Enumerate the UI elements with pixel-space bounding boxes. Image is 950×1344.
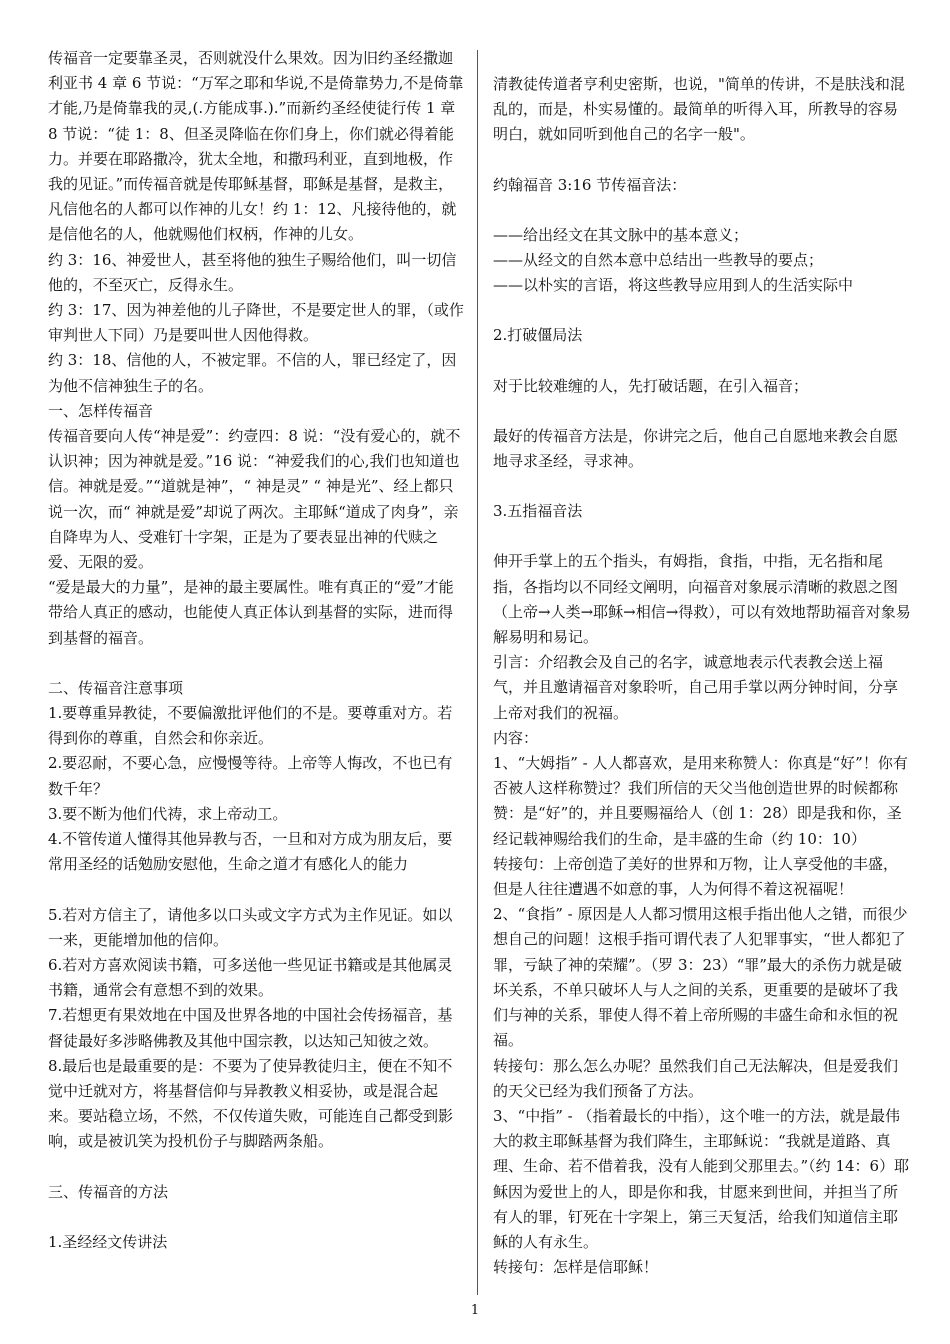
paragraph: 6.若对方喜欢阅读书籍，可多送他一些见证书籍或是其他属灵书籍，通常会有意想不到的效果。 [48, 955, 453, 1000]
paragraph [493, 148, 911, 173]
paragraph [493, 524, 911, 549]
paragraph: 2.要忍耐，不要心急，应慢慢等待。上帝等人悔改，不也已有数千年？ [48, 754, 453, 798]
paragraph: ——以朴实的言语，将这些教导应用到人的生活实际中 [493, 276, 854, 295]
paragraph: 3、“中指” - （指着最长的中指），这个唯一的方法，就是最伟大的救主耶稣基督为我们降生，主耶稣说：“我就是道路、真理、生命、若不借着我，没有人能到父那里去。”（约 14：6）耶稣因为爱世上的人，即是你和我，甘愿来到世间，并担当了所有人的罪，钉死在十字架上，第三天复活，给我们知道信主耶稣的人有永生。 [493, 1106, 910, 1251]
paragraph [493, 198, 911, 223]
paragraph: 对于比较难缠的人，先打破话题，在引入福音； [493, 376, 809, 395]
paragraph: 一、怎样传福音 [48, 401, 154, 420]
paragraph: 三、传福音的方法 [48, 1182, 169, 1201]
paragraph: 传福音一定要靠圣灵，否则就没什么果效。因为旧约圣经撒迦利亚书 4 章 6 节说：“万军之耶和华说,不是倚靠势力,不是倚靠才能,乃是倚靠我的灵,(.方能成事.).”而新约圣经使徒行传 1 章 8 节说：“徒 1：8、但圣灵降临在你们身上，你们就必得着能力。并要在耶路撒冷，犹太全地，和撒玛利亚，直到地极，作我的见证。”而传福音就是传耶稣基督，耶稣是基督，是救主，凡信他名的人都可以作神的儿女！约 1：12、凡接待他的，就是信他名的人，他就赐他们权柄，作神的儿女。 [48, 49, 464, 244]
page-number: 1 [470, 1303, 480, 1318]
paragraph: 二、传福音注意事项 [48, 678, 184, 697]
paragraph [493, 399, 911, 424]
column-divider [477, 50, 478, 1295]
paragraph [48, 1205, 466, 1230]
paragraph: 约翰福音 3:16 节传福音法： [493, 175, 687, 194]
paragraph: ——从经文的自然本意中总结出一些教导的要点； [493, 251, 824, 270]
paragraph: 1.圣经经文传讲法 [48, 1232, 168, 1251]
paragraph: 3.五指福音法 [493, 502, 583, 521]
paragraph: 7.若想更有果效地在中国及世界各地的中国社会传扬福音，基督徒最好多涉略佛教及其他中国宗教，以达知己知彼之效。 [48, 1006, 453, 1050]
paragraph: 1、“大姆指” - 人人都喜欢，是用来称赞人：你真是“好”！你有否被人这样称赞过？我们所信的天父当他创造世界的时候都称赞：是“好”的，并且要赐福给人（创 1：28）即是我和你，圣经记载神赐给我们的生命，是丰盛的生命（约 10：10） [493, 754, 908, 848]
paragraph: 伸开手掌上的五个指头，有姆指，食指，中指，无名指和尾指，各指均以不同经文阐明，向福音对象展示清晰的救恩之图（上帝→人类→耶稣→相信→得救），可以有效地帮助福音对象易解易明和易记。 [493, 552, 911, 647]
paragraph: 转接句：那么怎么办呢？虽然我们自己无法解决，但是爱我们的天父已经为我们预备了方法。 [493, 1056, 899, 1100]
right-column [493, 72, 911, 1280]
paragraph: 转接句：上帝创造了美好的世界和万物，让人享受他的丰盛，但是人往往遭遇不如意的事，人为何得不着这祝福呢！ [493, 854, 899, 899]
paragraph: 约 3：18、信他的人，不被定罪。不信的人，罪已经定了，因为他不信神独生子的名。 [48, 351, 457, 395]
paragraph: 3.要不断为他们代祷，求上帝动工。 [48, 804, 288, 823]
paragraph: 约 3：16、神爱世人，甚至将他的独生子赐给他们，叫一切信他的，不至灭亡，反得永生。 [48, 250, 457, 294]
paragraph: 5.若对方信主了，请他多以口头或文字方式为主作见证。如以一来，更能增加他的信仰。 [48, 905, 453, 949]
paragraph: “爱是最大的力量”，是神的最主要属性。唯有真正的“爱”才能带给人真正的感动，也能使人真正体认到基督的实际，进而得到基督的福音。 [48, 578, 454, 647]
paragraph: 最好的传福音方法是，你讲完之后，他自己自愿地来教会自愿地寻求圣经，寻求神。 [493, 426, 899, 471]
paragraph [493, 298, 911, 323]
paragraph: 传福音要向人传“神是爱”：约壹四：8 说：“没有爱心的，就不认识神；因为神就是爱。”16 说：“神爱我们的心,我们也知道也信。神就是爱。”“道就是神”，“ 神是灵” “ 神是光”、经上都只说一次，而“ 神就是爱”却说了两次。主耶稣“道成了肉身”，亲自降卑为人、受难钉十字架，正是为了要表显出神的代赎之爱、无限的爱。 [48, 427, 461, 572]
left-column [48, 46, 466, 1255]
paragraph: 引言：介绍教会及自己的名字，诚意地表示代表教会送上福气，并且邀请福音对象聆听，自己用手掌以两分钟时间，分享上帝对我们的祝福。 [493, 653, 899, 722]
paragraph [493, 349, 911, 374]
paragraph: 8.最后也是最重要的是：不要为了使异教徒归主，便在不知不觉中迁就对方，将基督信仰与异教教义相妥协，或是混合起来。要站稳立场，不然，不仅传道失败，可能连自己都受到影响，或是被讥笑为投机份子与脚踏两条船。 [48, 1056, 454, 1151]
paragraph [48, 1155, 466, 1180]
paragraph [493, 474, 911, 499]
paragraph: 转接句：怎样是信耶稣！ [493, 1258, 659, 1277]
paragraph: 约 3：17、因为神差他的儿子降世，不是要定世人的罪，（或作审判世人下同）乃是要叫世人因他得救。 [48, 301, 464, 345]
paragraph [48, 651, 466, 676]
paragraph: ——给出经文在其文脉中的基本意义； [493, 225, 749, 244]
paragraph: 2.打破僵局法 [493, 326, 583, 345]
paragraph [48, 878, 466, 903]
paragraph: 4.不管传道人懂得其他异教与否，一旦和对方成为朋友后，要常用圣经的话勉励安慰他，生命之道才有感化人的能力 [48, 830, 453, 874]
paragraph: 内容： [493, 728, 539, 747]
paragraph: 清教徒传道者亨利史密斯，也说，"简单的传讲，不是肤浅和混乱的，而是，朴实易懂的。最简单的听得入耳，所教导的容易明白，就如同听到他自己的名字一般"。 [493, 75, 905, 144]
paragraph: 2、“食指” - 原因是人人都习惯用这根手指出他人之错，而很少想自己的问题！这根手指可谓代表了人犯罪事实，“世人都犯了罪，亏缺了神的荣耀”。（罗 3：23）“罪”最大的杀伤力就是破坏关系，不单只破坏人与人之间的关系，更重要的是破坏了我们与神的关系，罪使人得不着上帝所赐的丰盛生命和永恒的祝福。 [493, 905, 908, 1050]
paragraph: 1.要尊重异教徒，不要偏激批评他们的不是。要尊重对方。若得到你的尊重，自然会和你亲近。 [48, 704, 453, 748]
